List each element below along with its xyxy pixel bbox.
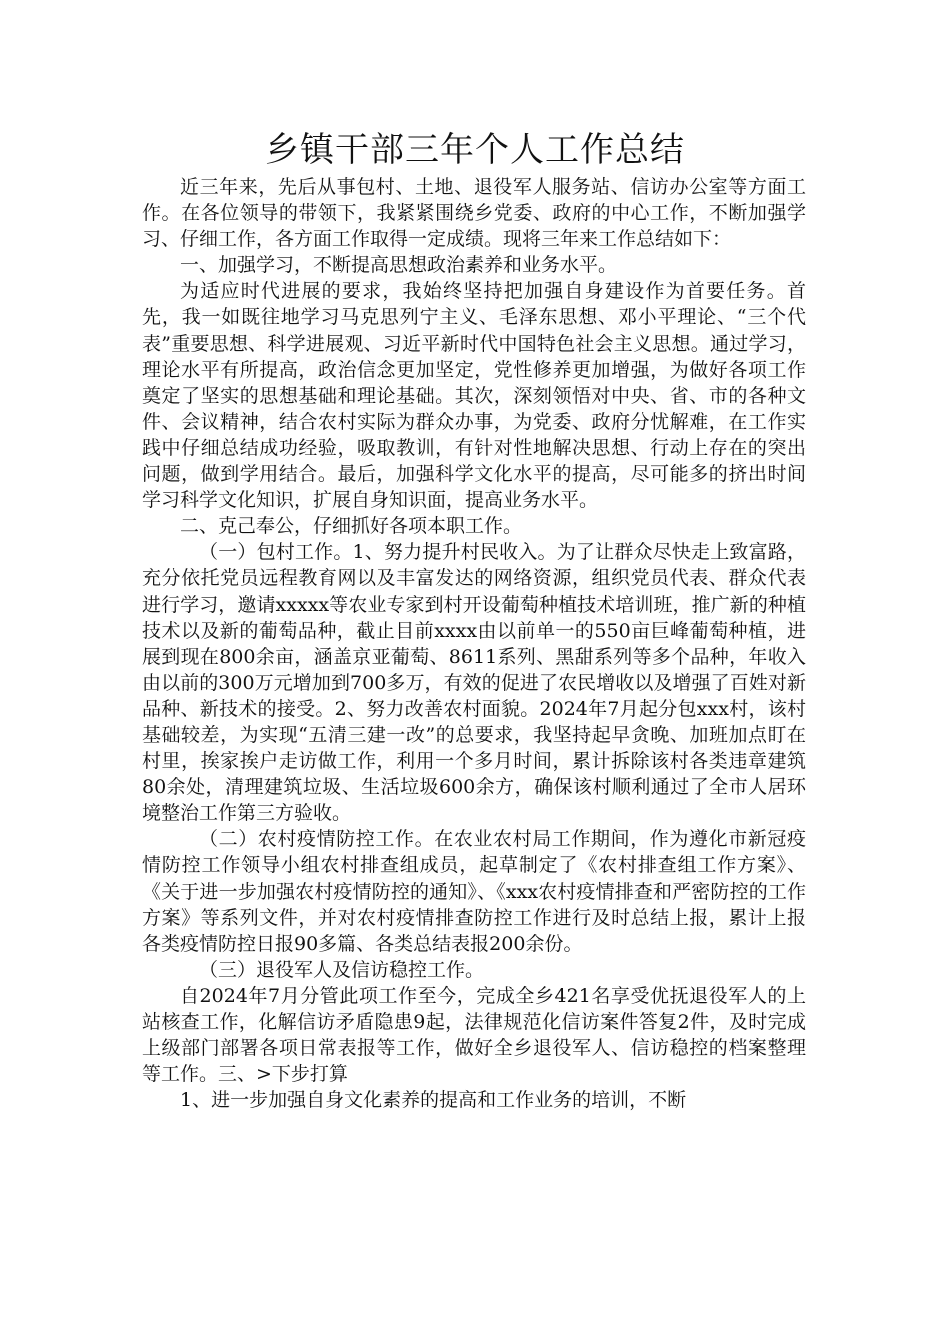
- paragraph-village-work: （一）包村工作。1、努力提升村民收入。为了让群众尽快走上致富路，充分依托党员远程教育网以及丰富发达的网络资源，组织党员代表、群众代表进行学习，邀请xxxxx等农业专家到村开设葡萄种植技术培训班，推广新的种植技术以及新的葡萄品种，截止目前xxxx由以前单一的550亩巨峰葡萄种植，进展到现在800余亩，涵盖京亚葡萄、8611系列、黑甜系列等多个品种，年收入由以前的300万元增加到700多万，有效的促进了农民增收以及增强了百姓对新品种、新技术的接受。2、努力改善农村面貌。2024年7月起分包xxx村，该村基础较差，为实现“五清三建一改”的总要求，我坚持起早贪晚、加班加点盯在村里，挨家挨户走访做工作，利用一个多月时间，累计拆除该村各类违章建筑80余处，清理建筑垃圾、生活垃圾600余方，确保该村顺利通过了全市人居环境整治工作第三方验收。: [142, 541, 806, 825]
- paragraph-study: 为适应时代进展的要求，我始终坚持把加强自身建设作为首要任务。首先，我一如既往地学习马克思列宁主义、毛泽东思想、邓小平理论、“三个代表”重要思想、科学进展观、习近平新时代中国特色社会主义思想。通过学习，理论水平有所提高，政治信念更加坚定，党性修养更加增强，为做好各项工作奠定了坚实的思想基础和理论基础。其次，深刻领悟对中央、省、市的各种文件、会议精神，结合农村实际为群众办事，为党委、政府分忧解难，在工作实践中仔细总结成功经验，吸取教训，有针对性地解决思想、行动上存在的突出问题，做到学用结合。最后，加强科学文化水平的提高，尽可能多的挤出时间学习科学文化知识，扩展自身知识面，提高业务水平。: [142, 280, 806, 512]
- heading-section-1: 一、加强学习，不断提高思想政治素养和业务水平。: [180, 254, 618, 277]
- paragraph-next-steps: 1、进一步加强自身文化素养的提高和工作业务的培训，不断: [180, 1089, 687, 1112]
- heading-veterans-petition: （三）退役军人及信访稳控工作。: [199, 958, 485, 981]
- heading-section-2: 二、克己奉公，仔细抓好各项本职工作。: [180, 515, 523, 538]
- document-body: [142, 174, 806, 1113]
- paragraph-intro: 近三年来，先后从事包村、土地、退役军人服务站、信访办公室等方面工作。在各位领导的带领下，我紧紧围绕乡党委、政府的中心工作，不断加强学习、仔细工作，各方面工作取得一定成绩。现将三年来工作总结如下：: [142, 176, 806, 251]
- document-title: 乡镇干部三年个人工作总结: [265, 130, 685, 170]
- paragraph-veterans: 自2024年7月分管此项工作至今，完成全乡421名享受优抚退役军人的上站核查工作，化解信访矛盾隐患9起，法律规范化信访案件答复2件，及时完成上级部门部署各项日常表报等工作，做好全乡退役军人、信访稳控的档案整理等工作。三、>下步打算: [142, 984, 806, 1086]
- paragraph-epidemic-control: （二）农村疫情防控工作。在农业农村局工作期间，作为遵化市新冠疫情防控工作领导小组农村排查组成员，起草制定了《农村排查组工作方案》、《关于进一步加强农村疫情防控的通知》、《xxx农村疫情排查和严密防控的工作方案》等系列文件，并对农村疫情排查防控工作进行及时总结上报，累计上报各类疫情防控日报90多篇、各类总结表报200余份。: [142, 828, 806, 955]
